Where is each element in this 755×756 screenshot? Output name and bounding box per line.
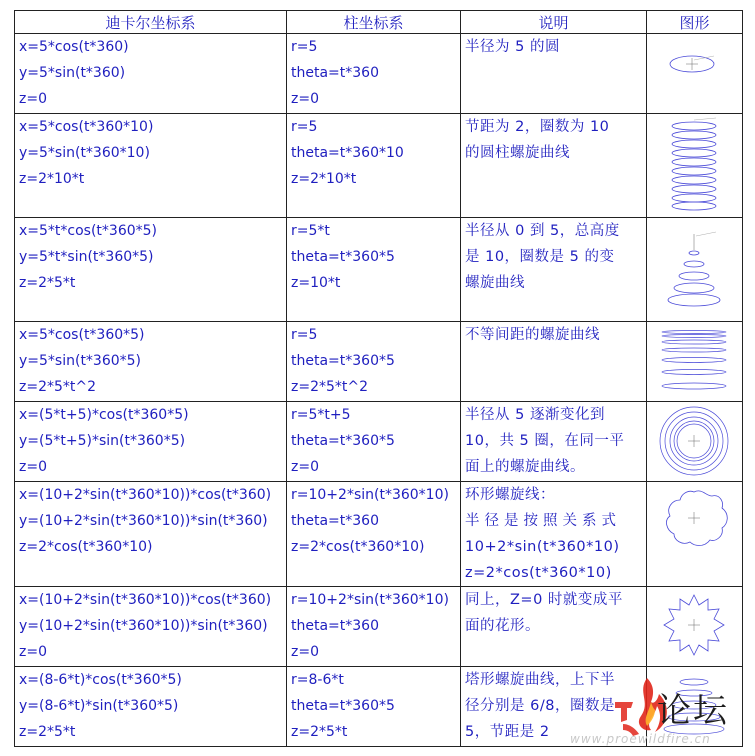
description-line: 半径是按照关系式 <box>465 513 621 529</box>
cartesian-cell <box>15 587 287 667</box>
cylindrical-theta: theta=t*360*5 <box>291 353 395 369</box>
cartesian-z: z=2*5*t <box>19 724 76 740</box>
header-figure: 图形 <box>647 11 743 34</box>
description-cell <box>461 218 647 322</box>
header-cartesian: 迪卡尔坐标系 <box>15 11 287 34</box>
cartesian-cell <box>15 667 287 747</box>
cartesian-y: y=5*sin(t*360*5) <box>19 353 142 369</box>
cylindrical-r: r=5 <box>291 39 318 55</box>
cartesian-y: y=(10+2*sin(t*360*10))*sin(t*360) <box>19 513 268 529</box>
cartesian-z: z=0 <box>19 459 47 475</box>
figure-cell <box>647 218 743 322</box>
cartesian-cell <box>15 34 287 114</box>
cartesian-cell <box>15 114 287 218</box>
cartesian-cell <box>15 402 287 482</box>
cylindrical-theta: theta=t*360 <box>291 513 379 529</box>
description-line: 节距为 2，圈数为 10 <box>465 119 610 135</box>
description-line: 不等间距的螺旋曲线 <box>465 327 600 343</box>
cylindrical-theta: theta=t*360*10 <box>291 145 404 161</box>
description-line: 10，共 5 圈，在同一平 <box>465 433 625 449</box>
table-row <box>15 218 743 322</box>
description-line: 同上，Z=0 时就变成平 <box>465 592 623 608</box>
cartesian-y: y=5*sin(t*360*10) <box>19 145 150 161</box>
description-line: 的圆柱螺旋曲线 <box>465 145 570 161</box>
cartesian-z: z=2*5*t <box>19 275 76 291</box>
cartesian-z: z=0 <box>19 644 47 660</box>
cartesian-y: y=(5*t+5)*sin(t*360*5) <box>19 433 186 449</box>
table-row <box>15 114 743 218</box>
cylindrical-r: r=5 <box>291 119 318 135</box>
cylindrical-theta: theta=t*360 <box>291 65 379 81</box>
description-line: z=2*cos(t*360*10) <box>465 565 612 581</box>
cartesian-y: y=5*t*sin(t*360*5) <box>19 249 154 265</box>
cylindrical-r: r=5*t <box>291 223 330 239</box>
figure-cell <box>647 482 743 587</box>
description-line: 环形螺旋线： <box>465 487 555 503</box>
cylindrical-cell <box>287 667 461 747</box>
watermark-url: www.proewildfire.cn <box>570 732 711 746</box>
cylindrical-helix-icon <box>650 116 740 216</box>
cylindrical-z: z=10*t <box>291 275 341 291</box>
cartesian-x: x=5*cos(t*360) <box>19 39 129 55</box>
flower-curve-icon <box>650 589 740 665</box>
description-cell <box>461 587 647 667</box>
cylindrical-r: r=5*t+5 <box>291 407 351 423</box>
cylindrical-r: r=8-6*t <box>291 672 344 688</box>
description-cell <box>461 114 647 218</box>
description-line: 10+2*sin(t*360*10) <box>465 539 620 555</box>
header-cylindrical: 柱坐标系 <box>287 11 461 34</box>
cartesian-x: x=5*cos(t*360*10) <box>19 119 154 135</box>
cylindrical-z: z=0 <box>291 91 319 107</box>
figure-cell <box>647 322 743 402</box>
cylindrical-r: r=5 <box>291 327 318 343</box>
cylindrical-cell <box>287 34 461 114</box>
table-row <box>15 34 743 114</box>
cartesian-y: y=(10+2*sin(t*360*10))*sin(t*360) <box>19 618 268 634</box>
cylindrical-z: z=2*10*t <box>291 171 357 187</box>
cylindrical-z: z=0 <box>291 459 319 475</box>
cylindrical-theta: theta=t*360*5 <box>291 249 395 265</box>
header-row <box>15 11 743 34</box>
cylindrical-theta: theta=t*360 <box>291 618 379 634</box>
header-description: 说明 <box>461 11 647 34</box>
cylindrical-r: r=10+2*sin(t*360*10) <box>291 487 449 503</box>
watermark-text: 论坛 <box>657 691 729 731</box>
cartesian-y: y=5*sin(t*360) <box>19 65 126 81</box>
cylindrical-cell <box>287 322 461 402</box>
figure-cell <box>647 114 743 218</box>
description-line: 半径从 5 逐渐变化到 <box>465 407 605 423</box>
description-cell <box>461 482 647 587</box>
cartesian-cell <box>15 482 287 587</box>
description-cell <box>461 402 647 482</box>
cartesian-cell <box>15 322 287 402</box>
conical-helix-icon <box>650 220 740 320</box>
description-line: 面上的螺旋曲线。 <box>465 459 585 475</box>
description-cell <box>461 34 647 114</box>
description-line: 是 10，圈数是 5 的变 <box>465 249 615 265</box>
formula-table <box>14 10 743 747</box>
figure-cell <box>647 587 743 667</box>
description-line: 面的花形。 <box>465 618 540 634</box>
cylindrical-z: z=0 <box>291 644 319 660</box>
cartesian-x: x=(5*t+5)*cos(t*360*5) <box>19 407 189 423</box>
cylindrical-cell <box>287 218 461 322</box>
cylindrical-cell <box>287 587 461 667</box>
cartesian-x: x=(8-6*t)*cos(t*360*5) <box>19 672 182 688</box>
cartesian-z: z=0 <box>19 91 47 107</box>
cartesian-z: z=2*5*t^2 <box>19 379 97 395</box>
cartesian-x: x=(10+2*sin(t*360*10))*cos(t*360) <box>19 592 272 608</box>
table-row <box>15 482 743 587</box>
cartesian-z: z=2*10*t <box>19 171 85 187</box>
cylindrical-z: z=2*cos(t*360*10) <box>291 539 425 555</box>
cartesian-x: x=5*t*cos(t*360*5) <box>19 223 158 239</box>
figure-cell <box>647 34 743 114</box>
table-row <box>15 322 743 402</box>
cartesian-z: z=2*cos(t*360*10) <box>19 539 153 555</box>
cartesian-cell <box>15 218 287 322</box>
cylindrical-theta: theta=t*360*5 <box>291 433 395 449</box>
figure-cell <box>647 402 743 482</box>
cartesian-x: x=5*cos(t*360*5) <box>19 327 145 343</box>
description-line: 塔形螺旋曲线，上下半 <box>465 672 615 688</box>
planar-spiral-icon <box>650 404 740 480</box>
cylindrical-z: z=2*5*t <box>291 724 348 740</box>
description-line: 半径从 0 到 5，总高度 <box>465 223 620 239</box>
description-line: 径分别是 6/8，圈数是 <box>465 698 615 714</box>
cylindrical-cell <box>287 402 461 482</box>
table-row <box>15 402 743 482</box>
cartesian-x: x=(10+2*sin(t*360*10))*cos(t*360) <box>19 487 272 503</box>
description-cell <box>461 322 647 402</box>
table-row <box>15 587 743 667</box>
description-line: 半径为 5 的圆 <box>465 39 560 55</box>
cylindrical-cell <box>287 114 461 218</box>
cylindrical-z: z=2*5*t^2 <box>291 379 369 395</box>
description-line: 螺旋曲线 <box>465 275 525 291</box>
circle-curve-icon <box>650 36 740 112</box>
variable-pitch-helix-icon <box>650 324 740 400</box>
cylindrical-cell <box>287 482 461 587</box>
cylindrical-theta: theta=t*360*5 <box>291 698 395 714</box>
description-line: 5，节距是 2 <box>465 724 550 740</box>
toroidal-helix-icon <box>650 484 740 560</box>
cartesian-y: y=(8-6*t)*sin(t*360*5) <box>19 698 179 714</box>
cylindrical-r: r=10+2*sin(t*360*10) <box>291 592 449 608</box>
